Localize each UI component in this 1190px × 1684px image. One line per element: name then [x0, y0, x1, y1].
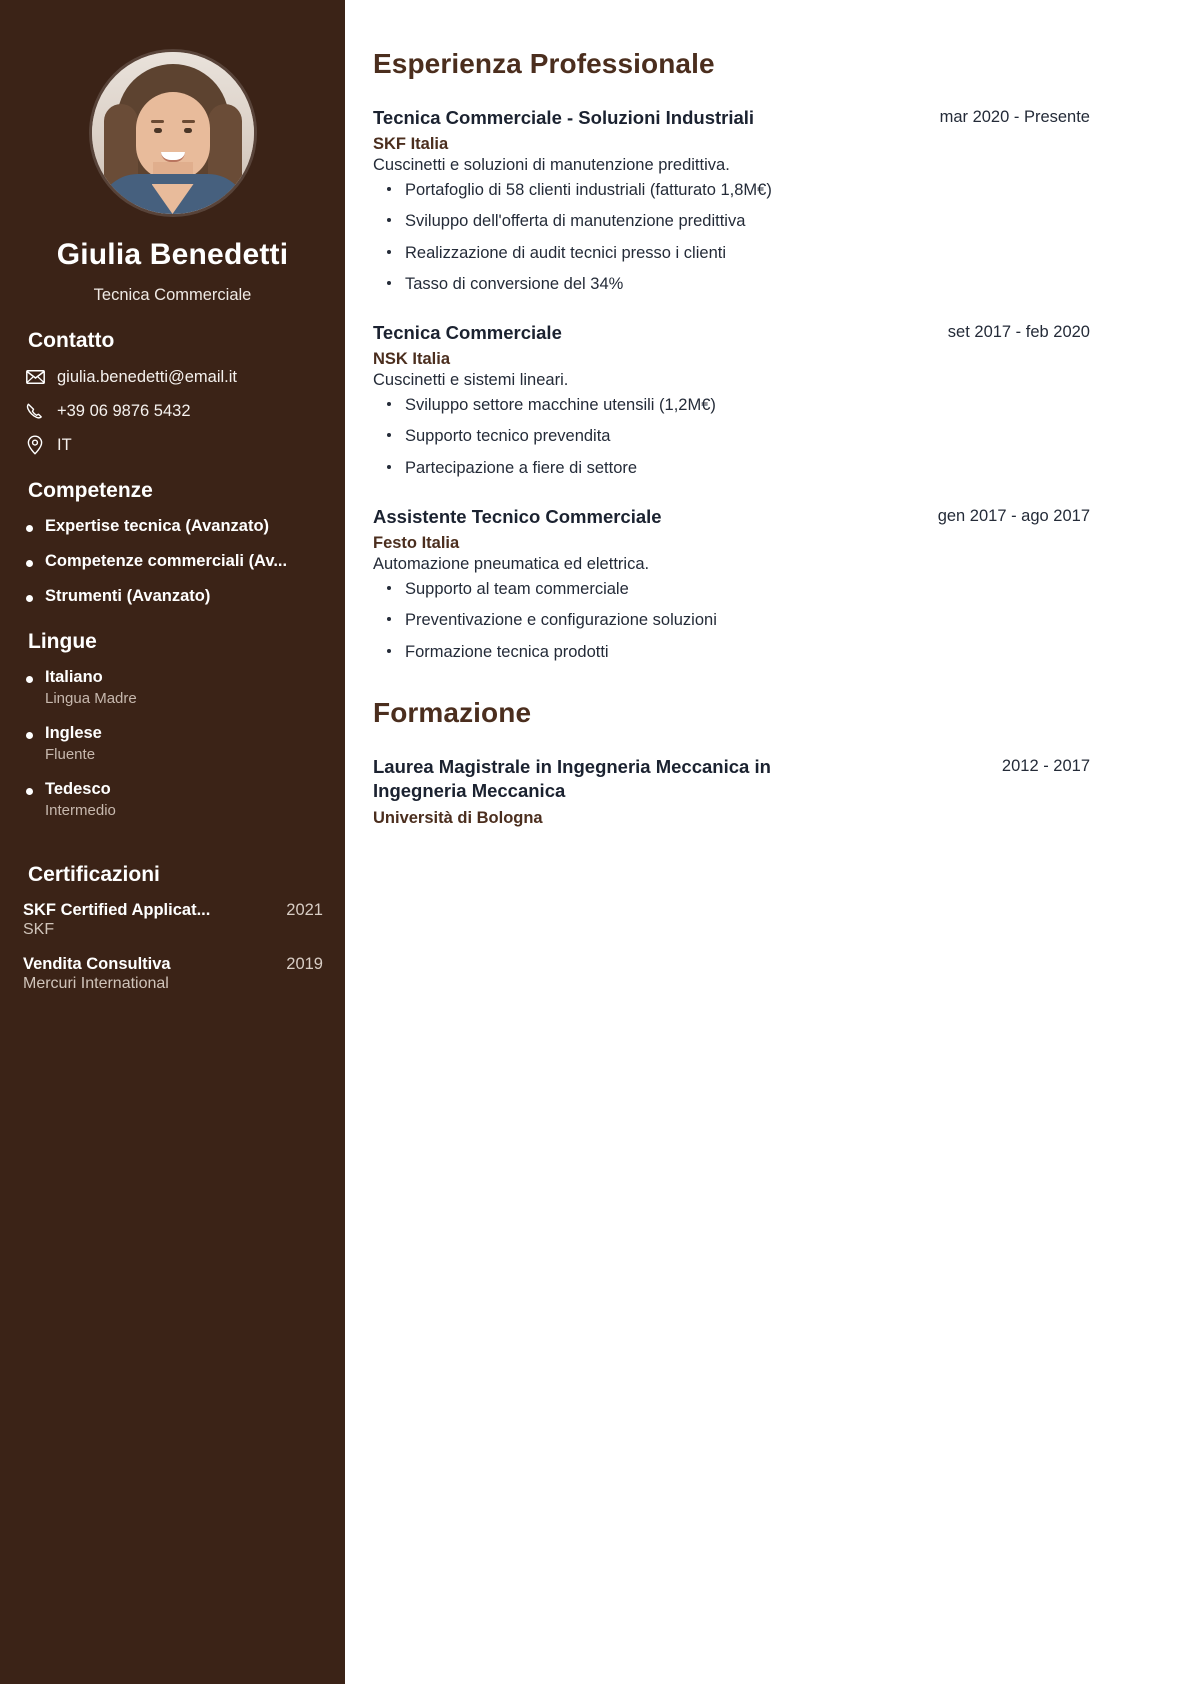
certification-item: [22, 955, 323, 993]
skill-label: Competenze commerciali (Av...: [45, 552, 288, 570]
languages-heading: Lingue: [28, 630, 97, 653]
job-bullet: Portafoglio di 58 clienti industriali (fatturato 1,8M€): [373, 179, 1090, 201]
job-bullet: Sviluppo dell'offerta di manutenzione predittiva: [373, 210, 1090, 232]
job-bullet-list: [373, 394, 1090, 479]
bullet-dot-icon: [26, 732, 33, 739]
certification-year: 2019: [286, 955, 323, 973]
education-heading: Formazione: [373, 696, 532, 728]
language-item: [22, 724, 323, 763]
contact-location-value: IT: [57, 435, 72, 454]
job-date: set 2017 - feb 2020: [947, 323, 1090, 342]
certification-org: Mercuri International: [23, 975, 169, 992]
contact-heading: Contatto: [28, 329, 115, 352]
job-organization: NSK Italia: [373, 350, 451, 369]
education-school: Università di Bologna: [373, 808, 543, 827]
bullet-dot-icon: [26, 676, 33, 683]
language-level: Lingua Madre: [45, 690, 137, 707]
contact-phone[interactable]: [22, 401, 323, 421]
experience-item: [373, 321, 1090, 479]
skill-item: [22, 587, 323, 606]
experience-heading: Esperienza Professionale: [373, 48, 715, 79]
bullet-dot-icon: [26, 560, 33, 567]
candidate-role: Tecnica Commerciale: [93, 286, 252, 304]
job-organization: Festo Italia: [373, 534, 460, 552]
job-bullet: Sviluppo settore macchine utensili (1,2M€): [373, 394, 1090, 416]
job-title: Assistente Tecnico Commerciale: [373, 505, 662, 527]
job-date: gen 2017 - ago 2017: [937, 506, 1090, 525]
contact-email[interactable]: [22, 367, 323, 387]
certification-year: 2021: [286, 901, 323, 919]
job-description: Cuscinetti e sistemi lineari.: [373, 371, 569, 390]
skills-heading: Competenze: [28, 479, 153, 502]
job-description: Cuscinetti e soluzioni di manutenzione predittiva.: [373, 156, 730, 175]
avatar: [92, 52, 254, 214]
job-bullet-list: [373, 179, 1090, 295]
language-name: Italiano: [45, 668, 103, 686]
contact-section: [0, 329, 345, 455]
job-date: mar 2020 - Presente: [939, 108, 1090, 126]
job-bullet: Partecipazione a fiere di settore: [373, 457, 1090, 479]
main-content: [345, 0, 1190, 1684]
contact-location: [22, 435, 323, 455]
certification-name: SKF Certified Applicat...: [23, 901, 211, 919]
languages-section: [0, 630, 345, 819]
job-title: Tecnica Commerciale - Soluzioni Industriali: [373, 107, 755, 128]
job-bullet: Realizzazione di audit tecnici presso i clienti: [373, 242, 1090, 264]
job-bullet: Formazione tecnica prodotti: [373, 641, 1090, 663]
certifications-heading: Certificazioni: [28, 863, 160, 886]
certifications-section: [0, 863, 345, 993]
language-item: [22, 668, 323, 707]
contact-phone-value: +39 06 9876 5432: [57, 401, 191, 420]
experience-item: [373, 505, 1090, 663]
job-title: Tecnica Commerciale: [373, 322, 562, 344]
experience-item: [373, 106, 1090, 295]
certification-name: Vendita Consultiva: [23, 955, 171, 973]
job-bullet-list: [373, 578, 1090, 663]
bullet-dot-icon: [26, 788, 33, 795]
language-name: Tedesco: [45, 780, 111, 798]
job-bullet: Preventivazione e configurazione soluzioni: [373, 609, 1090, 631]
language-item: [22, 780, 323, 819]
job-description: Automazione pneumatica ed elettrica.: [373, 555, 650, 573]
certification-item: [22, 901, 323, 939]
language-name: Inglese: [45, 724, 102, 742]
skill-label: Strumenti (Avanzato): [45, 587, 211, 605]
email-icon: [25, 367, 45, 387]
job-organization: SKF Italia: [373, 135, 449, 154]
certification-org: SKF: [23, 921, 55, 938]
education-date: 2012 - 2017: [1001, 756, 1090, 775]
skill-label: Expertise tecnica (Avanzato): [45, 517, 270, 535]
bullet-dot-icon: [26, 595, 33, 602]
phone-icon: [25, 401, 45, 421]
location-pin-icon: [25, 435, 45, 455]
education-item: [373, 755, 1090, 828]
language-level: Fluente: [45, 746, 96, 763]
job-bullet: Tasso di conversione del 34%: [373, 273, 1090, 295]
skills-section: [0, 479, 345, 606]
sidebar: [0, 0, 345, 1684]
education-title: Laurea Magistrale in Ingegneria Meccanica in Ingegneria Meccanica: [373, 755, 771, 801]
job-bullet: Supporto tecnico prevendita: [373, 425, 1090, 447]
bullet-dot-icon: [26, 525, 33, 532]
skill-item: [22, 552, 323, 571]
candidate-name: Giulia Benedetti: [56, 238, 289, 271]
job-bullet: Supporto al team commerciale: [373, 578, 1090, 600]
contact-email-value: giulia.benedetti@email.it: [57, 367, 238, 386]
avatar-container: [0, 0, 345, 214]
skill-item: [22, 517, 323, 536]
language-level: Intermedio: [45, 802, 116, 819]
